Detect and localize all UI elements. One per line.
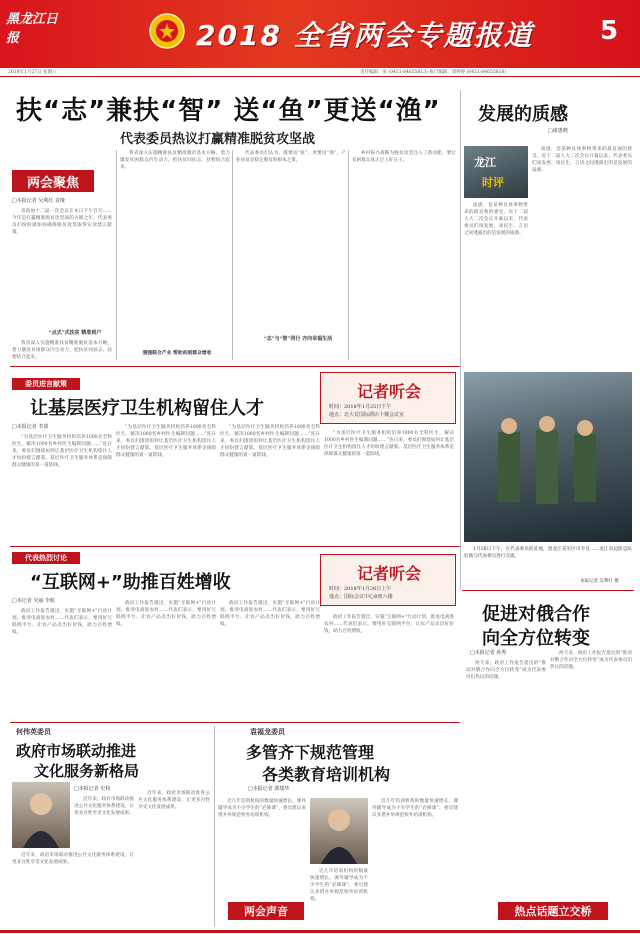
russia-title-2: 向全方位转变 — [482, 628, 590, 649]
internet-byline: □本记者 吴丽 李航 — [12, 598, 55, 604]
education-member-photo — [310, 798, 368, 864]
memo-time: 时间：2018年1月26日上午 — [329, 586, 392, 592]
russia-col-1: 两天来，政府工作报告提出的“推动对俄合作向全方位转变”成为代表委员们热议的话题。 — [466, 661, 546, 680]
memo-place: 地点：国际会议中心B座六楼 — [329, 594, 393, 600]
internet-memo — [320, 554, 456, 606]
date-bar — [0, 68, 640, 77]
education-col-3: 近几年培训机构的数量快速增长，课外辅导成为不少学生的“必修课”，委员建议多措并举规范校外培训机构。 — [372, 799, 458, 818]
masthead-title: 2018 全省两会专题报道 — [196, 19, 534, 52]
health-col-1: “为基层医疗卫生服务机构培养1000名全科医生，解决1000名乡村医生编制问题……”连日来，委员们围绕如何让基层医疗卫生机构留住人才纷纷建言献策。基层医疗卫生服务体系是保障群众健康的第一道防线。 — [12, 435, 112, 468]
commentary-byline: □康惠晓 — [548, 128, 568, 134]
lead-subhead-3: “志”与“智”同行 齐向幸福生活 — [263, 336, 333, 342]
section-tag-voice: 两会声音 — [228, 902, 304, 920]
memo-time: 时间：2018年1月25日下午 — [329, 404, 392, 410]
lead-subhead-1: “点式”式扶贫 精准到户 — [48, 330, 102, 336]
memo-label: 记者听会 — [356, 564, 421, 583]
commentary-badge-top: 龙江 — [474, 156, 496, 169]
education-kicker: 袁福龙委员 — [250, 727, 285, 736]
editors: 责任编辑：张 (0451-84655813) 执行编辑：周婷婷 (0451-84655818) — [360, 70, 507, 75]
russia-col-2: 两天来，政府工作报告提出的“推动对俄合作向全方位转变”成为代表委员们热议的话题。 — [550, 651, 632, 670]
person-icon — [21, 790, 61, 848]
culture-title-2: 文化服务新格局 — [34, 762, 140, 780]
issue-date: 2018年1月27日 星期六 — [8, 70, 57, 75]
page-number: 5 — [600, 16, 619, 46]
page-bottom-rule — [0, 930, 640, 933]
russia-title-1: 促进对俄合作 — [482, 604, 590, 625]
culture-kicker: 何伟英委员 — [16, 727, 51, 736]
soldier-photo — [464, 372, 632, 542]
internet-col-3: 政府工作报告提出，实施“互联网+”行动计划，推进电商进农村……代表们表示，要用好互联网平台，让农产品卖出好价钱，助力百姓增收。 — [220, 601, 320, 627]
russia-byline: □本报记者 孙秀 — [470, 650, 507, 656]
health-byline: □本报记者 李慕 — [12, 424, 49, 430]
lead-subtitle: 代表委员热议打赢精准脱贫攻坚战 — [120, 132, 316, 147]
health-col-4: “为基层医疗卫生服务机构培养1000名全科医生，解决1000名乡村医生编制问题……”连日来，委员们围绕如何让基层医疗卫生机构留住人才纷纷建言献策。基层医疗卫生服务体系是保障群众健康的第一道防线。 — [324, 431, 454, 457]
lead-kicker: 扶“志”兼扶“智” 送“鱼”更送“渔” — [16, 96, 441, 126]
column-rule — [348, 150, 349, 360]
column-rule — [232, 150, 233, 360]
lead-col-1: 省政协十二届一次会议在本日下午召开……今年是打赢精准脱贫攻坚战的关键之年，代表委员们纷纷就如何确保脱贫攻坚取得实效建言献策。 — [12, 209, 112, 235]
education-col-1: 近几年培训机构的数量快速增长，课外辅导成为不少学生的“必修课”，委员建议多措并举规范校外培训机构。 — [218, 799, 306, 818]
section-divider — [10, 722, 460, 723]
culture-col-2: 近年来，政府市场联动推进公共文化服务体系建设，让更多百姓享受文化发展成果。 — [12, 853, 134, 865]
section-divider — [462, 590, 634, 591]
person-icon — [319, 806, 359, 864]
section-divider — [10, 366, 460, 367]
education-byline: □本报记者 郭瑞华 — [248, 786, 290, 792]
commentary-badge-bottom: 时评 — [482, 176, 504, 189]
section-tag-discussion: 代表热烈讨论 — [12, 552, 80, 564]
memo-label: 记者听会 — [356, 382, 421, 401]
internet-title: “互联网+”助推百姓增收 — [30, 572, 231, 593]
education-title-2: 各类教育培训机构 — [262, 765, 391, 784]
culture-member-photo — [12, 782, 70, 848]
education-col-2: 近几年培训机构的数量快速增长，课外辅导成为不少学生的“必修课”，委员建议多措并举规范校外培训机构。 — [310, 869, 368, 902]
commentary-text-left: 质感，是某种具体事物带来的最直观的感受。省十二届人大二次会议开幕以来，代表委员们谈发展、谈民生，言语之间透露出的是发展的质感。 — [464, 203, 528, 236]
commentary-text-right: 质感，是某种具体事物带来的最直观的感受。省十二届人大二次会议开幕以来，代表委员们谈发展、谈民生，言语之间透露出的是发展的质感。 — [532, 147, 632, 173]
commentary-title: 发展的质感 — [478, 104, 568, 125]
photo-credit: 本报记者 吴利红 摄 — [580, 579, 619, 584]
lead-subhead-2: 强强联合产业 帮助贫困群众增收 — [142, 350, 212, 356]
lead-col-1b: 我省深入实施精准扶贫精准脱贫基本方略，着力激发贫困群众内生动力，把扶贫同扶志、扶智结合起来。 — [12, 341, 112, 360]
memo-place: 地点：北大荒国际酒店十楼会议室 — [329, 412, 405, 418]
culture-title-1: 政府市场联动推进 — [16, 742, 137, 760]
health-col-2: “为基层医疗卫生服务机构培养1000名全科医生，解决1000名乡村医生编制问题……”连日来，委员们围绕如何让基层医疗卫生机构留住人才纷纷建言献策。基层医疗卫生服务体系是保障群众健康的第一道防线。 — [116, 425, 216, 458]
masthead-banner — [0, 0, 640, 68]
national-emblem-icon — [148, 12, 186, 50]
lead-col-2: 我省深入实施精准扶贫精准脱贫基本方略，着力激发贫困群众内生动力，把扶贫同扶志、扶智结合起来。 — [120, 151, 230, 170]
column-rule — [214, 726, 215, 926]
lead-col-3: 代表委员们认为，既要送“鱼”，更要送“渔”，产业扶贫是稳定脱贫的根本之策。 — [236, 151, 346, 163]
newspaper-name: 黑龙江日报 — [6, 12, 59, 46]
lead-col-4: 乡村振兴战略为脱贫攻坚注入了新动能，要让贫困群众真正过上好日子。 — [352, 151, 456, 163]
commentary-badge — [464, 146, 528, 198]
section-divider — [10, 546, 460, 547]
health-title: 让基层医疗卫生机构留住人才 — [30, 398, 264, 419]
soldiers-illustration — [488, 412, 608, 537]
lead-byline: □本报记者 吴利红 袁缘 — [12, 198, 65, 204]
photo-caption: 1月26日下午，在代表委员的驻地，黑龙江省军区司令员……龙江省边防总队驻地与代表委员进行交流。 — [464, 547, 632, 559]
health-col-3: “为基层医疗卫生服务机构培养1000名全科医生，解决1000名乡村医生编制问题……”连日来，委员们围绕如何让基层医疗卫生机构留住人才纷纷建言献策。基层医疗卫生服务体系是保障群众健康的第一道防线。 — [220, 425, 320, 458]
culture-byline: □本报记者 史和 — [74, 786, 111, 792]
internet-col-2: 政府工作报告提出，实施“互联网+”行动计划，推进电商进农村……代表们表示，要用好互联网平台，让农产品卖出好价钱，助力百姓增收。 — [116, 601, 216, 627]
education-title-1: 多管齐下规范管理 — [246, 743, 375, 762]
column-rule — [116, 150, 117, 360]
health-memo — [320, 372, 456, 424]
section-tag-advice: 委员进言献策 — [12, 378, 80, 390]
internet-col-4: 政府工作报告提出，实施“互联网+”行动计划，推进电商进农村……代表们表示，要用好互联网平台，让农产品卖出好价钱，助力百姓增收。 — [324, 615, 454, 634]
column-rule — [460, 90, 461, 590]
culture-col-3: 近年来，政府市场联动推进公共文化服务体系建设，让更多百姓享受文化发展成果。 — [138, 791, 210, 810]
culture-col-1: 近年来，政府市场联动推进公共文化服务体系建设，让更多百姓享受文化发展成果。 — [74, 797, 134, 816]
section-tag-lianghui: 两会聚焦 — [12, 170, 94, 192]
section-tag-hot-topic: 热点话题立交桥 — [498, 902, 608, 920]
internet-col-1: 政府工作报告提出，实施“互联网+”行动计划，推进电商进农村……代表们表示，要用好互联网平台，让农产品卖出好价钱，助力百姓增收。 — [12, 609, 112, 635]
